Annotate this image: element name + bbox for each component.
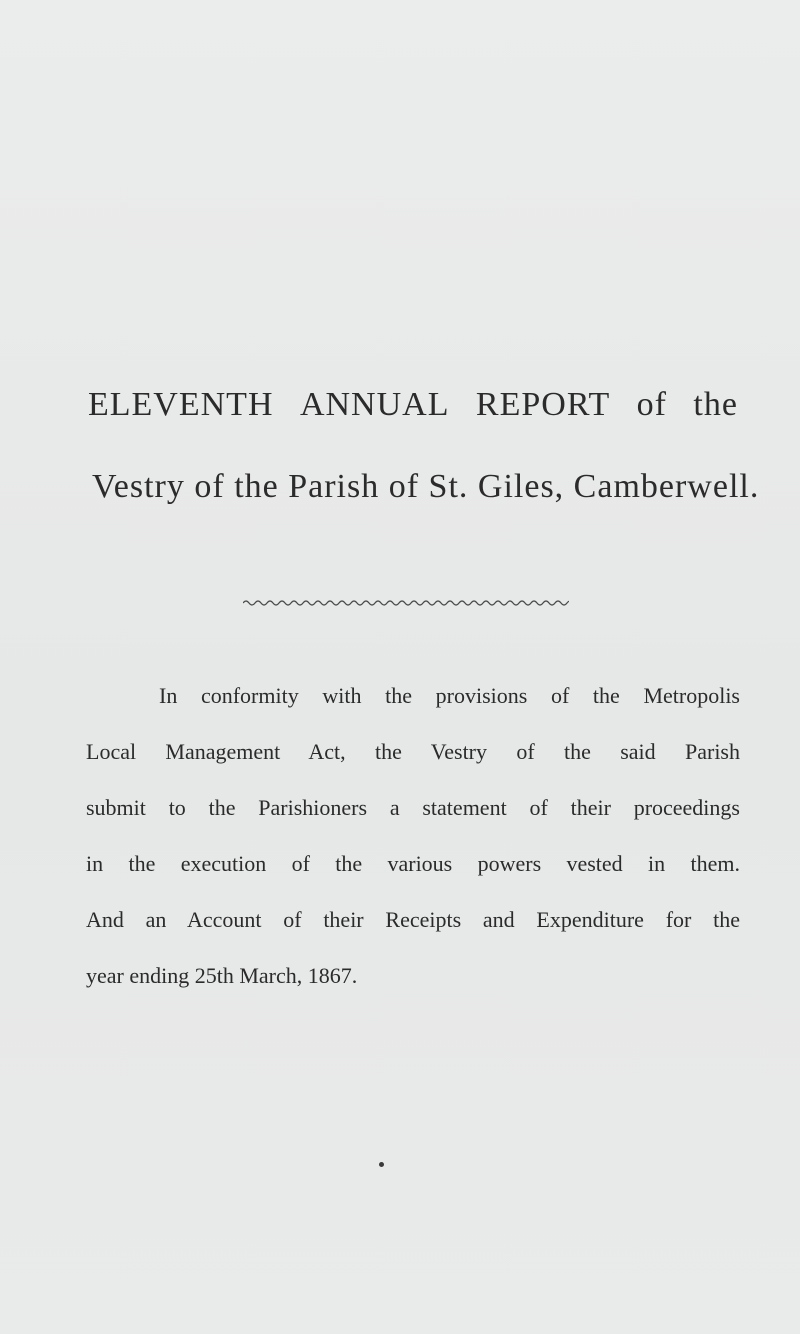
report-title [88, 386, 738, 424]
paragraph-line: in the execution of the various powers vested in them. [86, 851, 740, 876]
intro-paragraph [86, 668, 740, 1004]
title-word: ANNUAL [299, 386, 450, 423]
paragraph-line: Local Management Act, the Vestry of the said Parish [86, 739, 740, 764]
paragraph-line: And an Account of their Receipts and Expenditure for the [86, 907, 740, 932]
title-word: the [693, 386, 738, 423]
report-subtitle: Vestry of the Parish of St. Giles, Camberwell. [92, 468, 760, 505]
paragraph-line: In conformity with the provisions of the Metropolis [159, 683, 740, 708]
title-word: ELEVENTH [88, 386, 274, 423]
paragraph-line: submit to the Parishioners a statement of their proceedings [86, 795, 740, 820]
title-word: REPORT [475, 386, 611, 423]
title-word: of [636, 386, 667, 423]
paragraph-line: year ending 25th March, 1867. [86, 963, 358, 988]
wavy-rule-divider [243, 596, 569, 610]
ink-speck [379, 1162, 384, 1167]
